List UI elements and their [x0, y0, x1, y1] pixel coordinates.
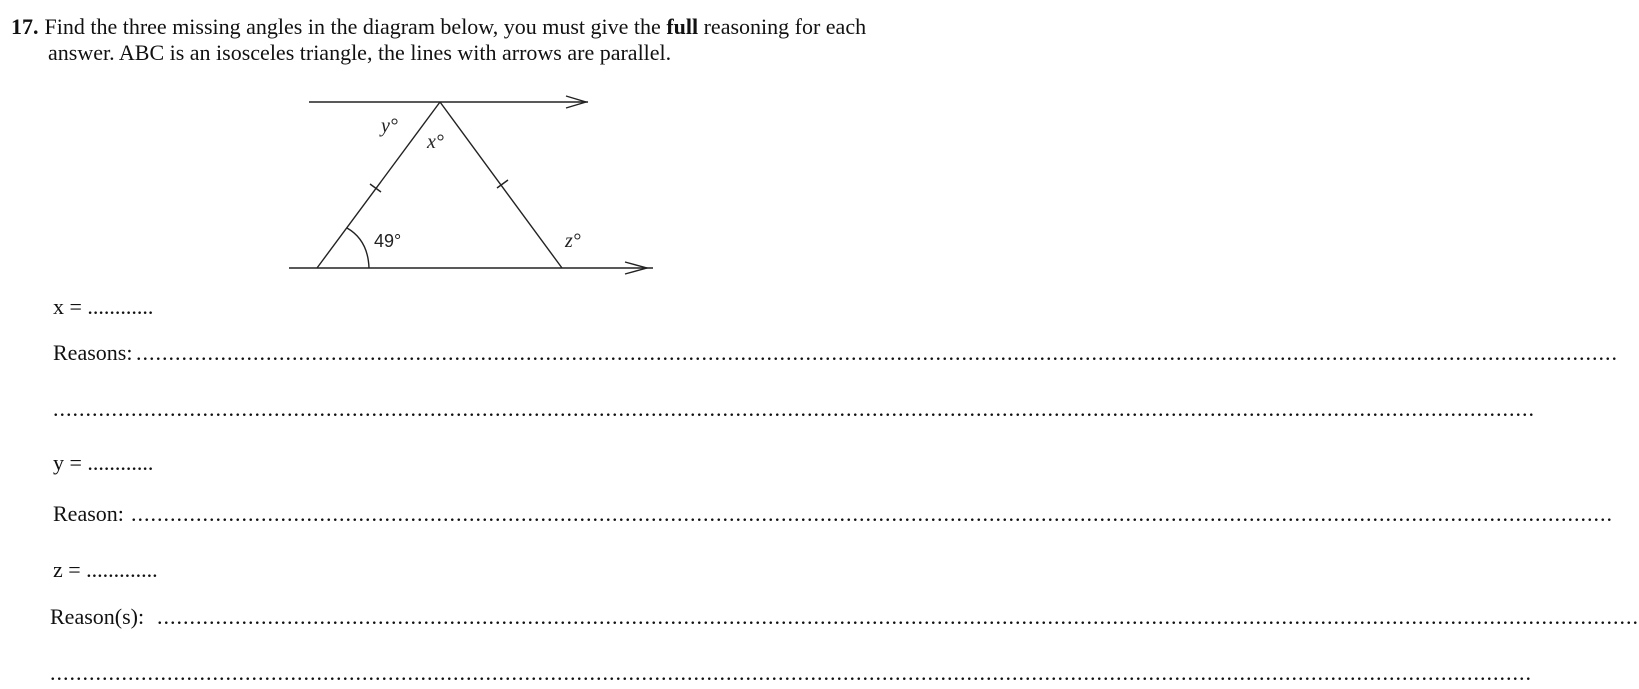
reasons-label: Reasons: — [53, 340, 133, 365]
z-label: z = — [53, 557, 87, 582]
question-number: 17. — [11, 14, 39, 39]
reason-label: Reason: — [53, 501, 124, 526]
label-x: x° — [427, 131, 444, 153]
question-text-line2: answer. ABC is an isosceles triangle, the lines with arrows are parallel. — [48, 40, 672, 65]
label-y: y° — [381, 115, 398, 137]
x-answer-dots: ............ — [87, 294, 154, 319]
question-bold-word: full — [666, 14, 699, 39]
label-z: z° — [565, 230, 581, 252]
question-text-part1: Find the three missing angles in the diagram below, you must give the — [44, 14, 667, 39]
z-answer-line[interactable] — [53, 557, 158, 583]
x-answer-line[interactable] — [53, 294, 153, 320]
reasons-s-answer-line-1[interactable]: .................................................................................................................................................................................................................................... — [157, 604, 1639, 629]
label-49: 49° — [374, 231, 402, 251]
reasons-s-answer-line-2[interactable]: .................................................................................................................................................................................................................................... — [50, 660, 1532, 685]
y-answer-line[interactable] — [53, 450, 153, 476]
reasons-answer-line-1[interactable]: .................................................................................................................................................................................................................................... — [136, 340, 1618, 365]
angle-arc-49 — [347, 228, 369, 268]
z-answer-dots: ............. — [86, 557, 158, 582]
reasons-answer-line-2[interactable]: .................................................................................................................................................................................................................................... — [53, 396, 1535, 421]
question-text-part2: reasoning for each — [698, 14, 867, 39]
left-side-tick — [370, 184, 381, 192]
reasons-s-label: Reason(s): — [50, 604, 145, 629]
y-label: y = — [53, 450, 88, 475]
y-answer-dots: ............ — [87, 450, 154, 475]
x-label: x = — [53, 294, 88, 319]
reason-answer-line[interactable]: .................................................................................................................................................................................................................................... — [131, 501, 1613, 526]
triangle-diagram — [0, 0, 1010, 300]
